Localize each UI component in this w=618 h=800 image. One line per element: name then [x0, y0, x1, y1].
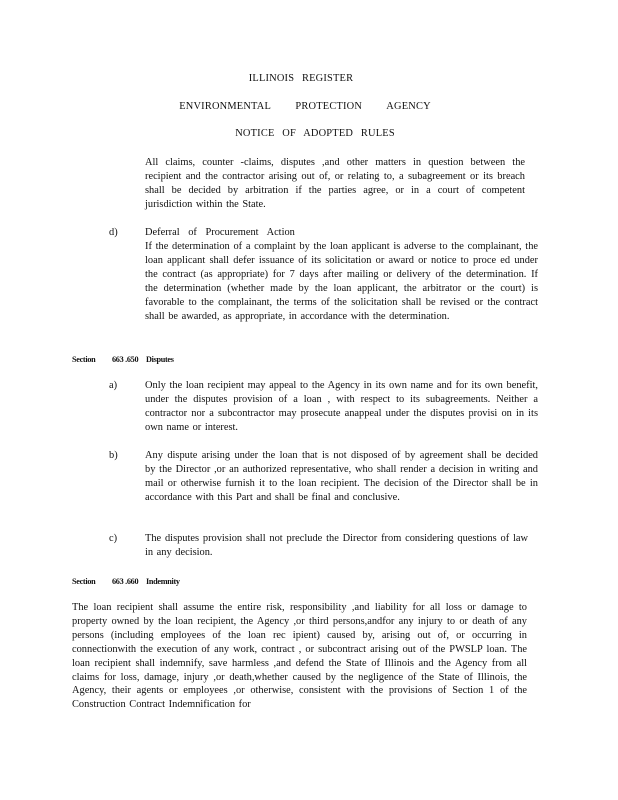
section-number: 663 .660	[112, 577, 139, 586]
item-b-label: b)	[109, 450, 118, 461]
section-title: Disputes	[146, 355, 174, 364]
register-title: ILLINOIS REGISTER	[248, 73, 354, 84]
agency-title: ENVIRONMENTAL PROTECTION AGENCY	[179, 101, 431, 112]
item-d-label: d)	[109, 227, 118, 238]
item-a-text: Only the loan recipient may appeal to the Agency in its own name and for its own benefit, under the disputes provision of a loan , with respect to its subagreements. Neither a contractor nor a subcontractor may prosecute anappeal under the disputes provisi on in its own name or interest.	[145, 380, 538, 433]
section-660-heading	[72, 575, 180, 589]
item-c-label: c)	[109, 533, 118, 544]
item-d-text: If the determination of a complaint by the loan applicant is adverse to the complainant, the loan applicant shall defer issuance of its solicitation or award or notice to proce ed under the contract (as appropriate) for 7 days after mailing or delivery of the determination. If the determination (whether made by the loan applicant, the arbitrator or the court) is favorable to the complainant, the terms of the solicitation shall be revised or the contract shall be awarded, as appropriate, in accordance with the determination.	[145, 241, 538, 322]
item-b-text: Any dispute arising under the loan that is not disposed of by agreement shall be decided by the Director ,or an authorized representative, who shall render a decision in writing and mail or otherwise furnish it to the loan recipient. The decision of the Director shall be in accordance with this Part and shall be final and conclusive.	[145, 450, 538, 503]
section-label: Section	[72, 577, 96, 586]
item-c-text: The disputes provision shall not preclude the Director from considering questions of law in any decision.	[145, 533, 528, 558]
notice-title: NOTICE OF ADOPTED RULES	[235, 128, 395, 139]
item-a-label: a)	[109, 380, 118, 391]
section-number: 663 .650	[112, 355, 139, 364]
claims-paragraph: All claims, counter -claims, disputes ,and other matters in question between the recipient and the contractor arising out of, or relating to, a subagreement or its breach shall be decided by arbitration if the parties agree, or in a court of competent jurisdiction within the State.	[145, 157, 525, 210]
item-d-title: Deferral of Procurement Action	[145, 227, 295, 238]
section-label: Section	[72, 355, 96, 364]
section-title: Indemnity	[146, 577, 180, 586]
indemnity-paragraph: The loan recipient shall assume the entire risk, responsibility ,and liability for all loss or damage to property owned by the loan recipient, the Agency ,or third persons,andfor any injury to or death of any persons (including employees of the loan rec ipient) caused by, arising out of, or occurring in connectionwith the execution of any work, contract , or subcontract arising out of the PWSLP loan. The loan recipient shall indemnify, save harmless ,and defend the State of Illinois and the Agency from all claims for loss, damage, injury ,or death,whether caused by the negligence of the State of Illinois, the Agency, their agents or employees ,or otherwise, consistent with the provisions of Section 1 of the Construction Contract Indemnification for	[72, 602, 527, 711]
section-650-heading	[72, 353, 174, 367]
